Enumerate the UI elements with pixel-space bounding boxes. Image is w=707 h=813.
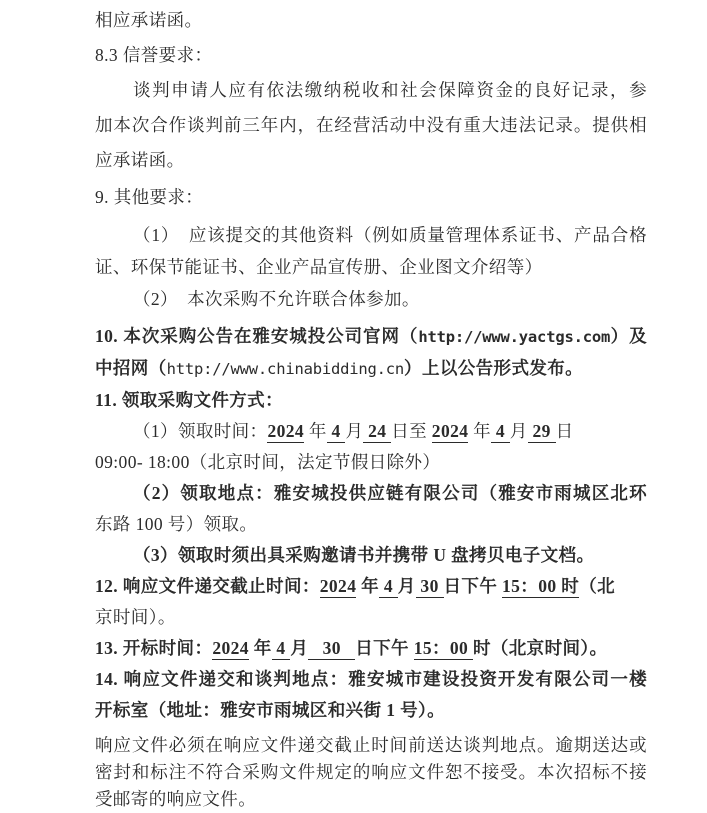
text-line [95,786,647,813]
text-segment: 2024 [319,576,357,596]
text-line [95,219,647,251]
text-segment: 13. 开标时间： [95,638,213,658]
text-line [95,602,647,633]
text-line [95,447,647,478]
text-segment: 日 [555,421,574,441]
text-segment: （1）领取时间： [133,421,268,441]
text-segment: 4 [271,638,291,658]
text-segment: 受邮寄的响应文件。 [95,789,257,809]
text-segment: 谈判申请人应有依法缴纳税收和社会保障资金的良好记录，参 [133,80,647,100]
text-segment: 1 [386,700,396,720]
text-line [95,732,647,759]
text-segment: 2024 [431,421,469,441]
text-segment: 盘拷贝电子文档。 [446,545,595,565]
text-segment: （北京时间，法定节假日除外） [189,452,441,472]
text-segment: http://www.chinabidding.cn [166,360,405,378]
text-line [95,353,647,385]
text-line [95,695,647,726]
text-line [95,664,647,695]
text-segment: 100 [135,514,164,534]
text-line [95,416,647,447]
text-segment: 时 [556,576,580,596]
text-segment: （北 [579,576,615,596]
text-segment: ）上以公告形式发布。 [404,358,584,378]
text-segment: （1） 应该提交的其他资料（例如质量管理体系证书、产品合格 [133,225,647,245]
text-segment: 号）。 [395,700,446,720]
text-segment: 2024 [212,638,249,658]
text-segment: 2024 [267,421,305,441]
text-segment: 14. 响应文件递交和谈判地点：雅安城市建设投资开发有限公司一楼 [95,669,647,689]
text-segment: 24 [363,421,392,441]
text-segment: 30 [308,638,356,658]
text-segment: 年 [248,638,272,658]
text-segment: 15：00 [502,576,557,596]
text-segment: 09:00- 18:00 [95,452,190,472]
text-segment: 年 [304,421,327,441]
text-segment: 相应承诺函。 [95,10,203,30]
text-segment: 30 [415,576,444,596]
text-segment: U [433,545,447,565]
text-segment: 4 [491,421,510,441]
text-segment: 中招网（ [95,358,167,378]
text-segment: 加本次合作谈判前三年内，在经营活动中没有重大违法记录。提供相 [95,115,647,135]
text-segment: 月 [509,421,528,441]
text-line [95,143,647,178]
text-segment: 开标室（地址：雅安市雨城区和兴街 [95,700,387,720]
text-segment: 响应文件必须在响应文件递交截止时间前送达谈判地点。逾期送达或 [95,735,647,755]
text-segment: 8.3 信誉要求： [95,45,213,65]
text-line [95,283,647,315]
text-line [95,251,647,283]
text-segment: （2）领取地点：雅安城投供应链有限公司（雅安市雨城区北环 [133,483,647,503]
text-line [95,633,647,664]
text-segment: 11. 领取采购文件方式： [95,390,283,410]
text-segment: 4 [326,421,346,441]
text-segment: 4 [379,576,398,596]
text-segment: 东路 [95,514,136,534]
text-line [95,73,647,108]
text-line [95,759,647,786]
text-segment: 号）领取。 [163,514,258,534]
text-segment: 日至 [391,421,432,441]
text-segment: 京时间）。 [95,607,176,627]
text-segment: 月 [345,421,364,441]
text-segment: 应承诺函。 [95,150,185,170]
text-segment: 证、环保节能证书、企业产品宣传册、企业图文介绍等） [95,257,543,277]
text-line [95,180,647,215]
text-segment: ）及 [610,326,647,346]
text-line [95,540,647,571]
text-segment: 日下午 [355,638,414,658]
text-segment: 年 [468,421,492,441]
text-line [95,3,647,38]
text-line [95,571,647,602]
text-segment: 密封和标注不符合采购文件规定的响应文件恕不接受。本次招标不接 [95,762,647,782]
text-line [95,108,647,143]
text-line [95,478,647,509]
text-segment: 月 [397,576,416,596]
text-segment: （2） 本次采购不允许联合体参加。 [133,289,420,309]
text-line [95,385,647,416]
text-segment: 10. 本次采购公告在雅安城投公司官网（ [95,326,419,346]
text-segment: 29 [527,421,556,441]
text-line [95,321,647,353]
text-segment: 12. 响应文件递交截止时间： [95,576,320,596]
text-segment: 9. 其他要求： [95,187,204,207]
text-segment: 年 [356,576,380,596]
text-segment: 日下午 [443,576,502,596]
text-segment: 15：00 [413,638,473,658]
text-segment: 时（北京时间）。 [472,638,608,658]
text-segment: （3）领取时须出具采购邀请书并携带 [133,545,434,565]
text-segment: 月 [290,638,309,658]
text-line [95,38,647,73]
text-line [95,509,647,540]
text-segment: http://www.yactgs.com [418,328,611,346]
